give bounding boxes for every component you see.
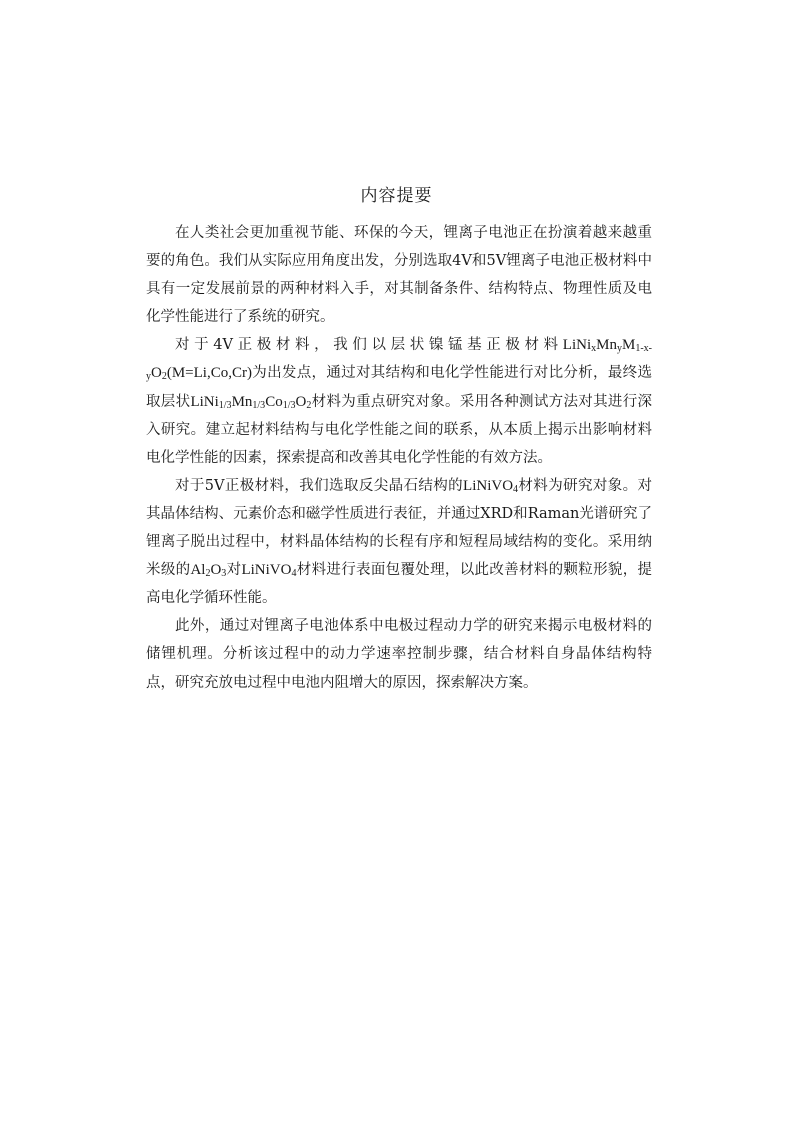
paragraph-2 — [146, 331, 652, 471]
paragraph-4: 此外，通过对锂离子电池体系中电极过程动力学的研究来揭示电极材料的储锂机理。分析该过程中的动力学速率控制步骤，结合材料自身晶体结构特点，研究充放电过程中电池内阻增大的原因，探索解决方案。 — [146, 618, 652, 691]
paragraph-2-text-2: 为出发点，通过对其结构和电化学性能进行对比分析，最终选取层状 — [146, 365, 652, 410]
paragraph-3-text-2: 材料为研究对象。对其晶体结构、元素价态和磁学性质进行表征，并通过XRD和Raman光谱研究了锂离子脱出过程中，材料晶体结构的长程有序和短程局域结构的变化。采用纳米级的 — [146, 477, 653, 579]
page-title: 内容提要 — [360, 186, 433, 206]
formula-linivo4-2: LiNiVO$_4$ — [241, 562, 297, 580]
paragraph-3 — [146, 472, 652, 612]
formula-al2o3: $Al_2O_3$ — [190, 562, 227, 580]
paragraph-1: 在人类社会更加重视节能、环保的今天，锂离子电池正在扮演着越来越重要的角色。我们从实际应用角度出发，分别选取4V和5V锂离子电池正极材料中具有一定发展前景的两种材料入手，对其制备条件、结构特点、物理性质及电化学性能进行了系统的研究。 — [146, 225, 652, 326]
formula-linimnm: $LiNi_xMn_yM_{1-x-y}O_2(M=Li,Co,Cr)$ — [146, 337, 652, 383]
paragraph-3-text-3: 对 — [226, 562, 242, 579]
formula-linimnco: $LiNi_{1/3}Mn_{1/3}Co_{1/3}O_2$ — [190, 393, 312, 411]
formula-linivo4: LiNiVO$_4$ — [463, 477, 519, 495]
abstract-body — [146, 219, 652, 697]
paragraph-2-text-3: 材料为重点研究对象。采用各种测试方法对其进行深入研究。建立起材料结构与电化学性能之间的联系，从本质上揭示出影响材料电化学性能的因素，探索提高和改善其电化学性能的有效方法。 — [146, 393, 652, 466]
paragraph-3-text-4: 材料进行表面包覆处理，以此改善材料的颗粒形貌，提高电化学循环性能。 — [146, 562, 653, 607]
paragraph-2-text-1: 对于4V正极材料，我们以层状镍锰基正极材料 — [175, 337, 563, 354]
paragraph-3-text-1: 对于5V正极材料，我们选取反尖晶石结构的 — [175, 477, 464, 494]
